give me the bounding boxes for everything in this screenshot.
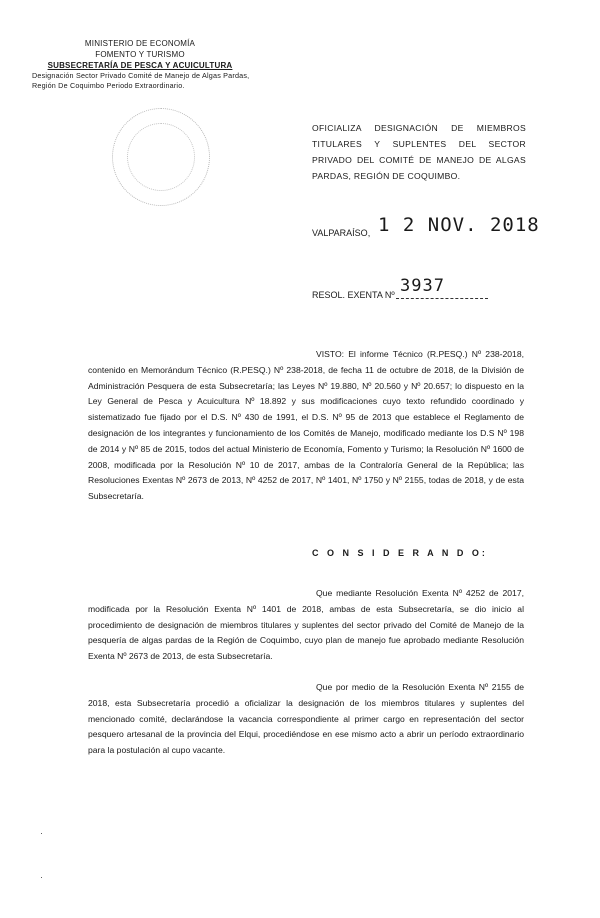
margin-dot-mark: · <box>40 828 43 838</box>
letterhead <box>20 38 260 91</box>
resolution-number-underline <box>396 298 488 299</box>
ministry-name: MINISTERIO DE ECONOMÍA <box>84 39 196 48</box>
resolution-number: 3937 <box>400 276 445 296</box>
file-reference-line-1: Designación Sector Privado Comité de Manejo de Algas Pardas, <box>32 71 250 80</box>
considerando-text-2: Que por medio de la Resolución Exenta Nº 2155 de 2018, esta Subsecretaría procedió a oficializar la designación de los miembros titulares y suplentes del mencionado comité, declarándose la vacancia correspondiente al primer cargo en representación del sector pesquero artesanal de la provincia del Elqui, procediéndose en ese mismo acto a abrir un período extraordinario para la postulación al cupo vacante. <box>88 682 524 756</box>
resolution-label: RESOL. EXENTA Nº <box>312 290 395 300</box>
considerando-paragraph-1 <box>88 586 524 665</box>
undersecretariat-name: SUBSECRETARÍA DE PESCA Y ACUICULTURA <box>47 61 233 70</box>
considerando-text-1: Que mediante Resolución Exenta Nº 4252 de 2017, modificada por la Resolución Exenta Nº 1401 de 2018, ambas de esta Subsecretaría, se dio inicio al procedimiento de designación de miembros titulares y suplentes del sector privado del Comité de Manejo de la pesquería de algas pardas de la Región de Coquimbo, cuyo plan de manejo fue aprobado mediante Resolución Exenta Nº 2673 de 2013, de esta Subsecretaría. <box>88 588 524 662</box>
considerando-heading: C O N S I D E R A N D O: <box>312 548 488 558</box>
margin-dot-mark: · <box>40 872 43 882</box>
document-title: OFICIALIZA DESIGNACIÓN DE MIEMBROS TITULARES Y SUPLENTES DEL SECTOR PRIVADO DEL COMITÉ DE MANEJO DE ALGAS PARDAS, REGIÓN DE COQUIMBO. <box>312 123 526 181</box>
considerando-paragraph-2 <box>88 680 524 759</box>
visto-paragraph <box>88 347 524 505</box>
ministry-subtitle: FOMENTO Y TURISMO <box>95 50 185 59</box>
official-seal-stamp <box>112 108 210 206</box>
date-stamp: 1 2 NOV. 2018 <box>378 214 540 236</box>
visto-text: VISTO: El informe Técnico (R.PESQ.) Nº 238-2018, contenido en Memorándum Técnico (R.PESQ.) Nº 238-2018, de fecha 11 de octubre de 2018, de la División de Administración Pesquera de esta Subsecretaría; las Leyes Nº 19.880, Nº 20.560 y Nº 20.657; lo dispuesto en la Ley General de Pesca y Acuicultura Nº 18.892 y sus modificaciones cuyo texto refundido coordinado y sistematizado fue fijado por el D.S. Nº 430 de 1991, el D.S. Nº 95 de 2013 que establece el Reglamento de designación de los integrantes y funcionamiento de los Comités de Manejo, modificado mediante los D.S Nº 198 de 2014 y Nº 85 de 2015, todos del actual Ministerio de Economía, Fomento y Turismo; la Resolución Nº 1600 de 2008, modificada por la Resolución Nº 10 de 2017, ambas de la Contraloría General de la República; las Resoluciones Exentas Nº 2673 de 2013, Nº 4252 de 2017, Nº 1401, Nº 1750 y Nº 2155, todas de 2018, y de esta Subsecretaría. <box>88 349 524 502</box>
date-label: VALPARAÍSO, <box>312 228 371 238</box>
file-reference-line-2: Región De Coquimbo Periodo Extraordinario. <box>32 81 185 90</box>
